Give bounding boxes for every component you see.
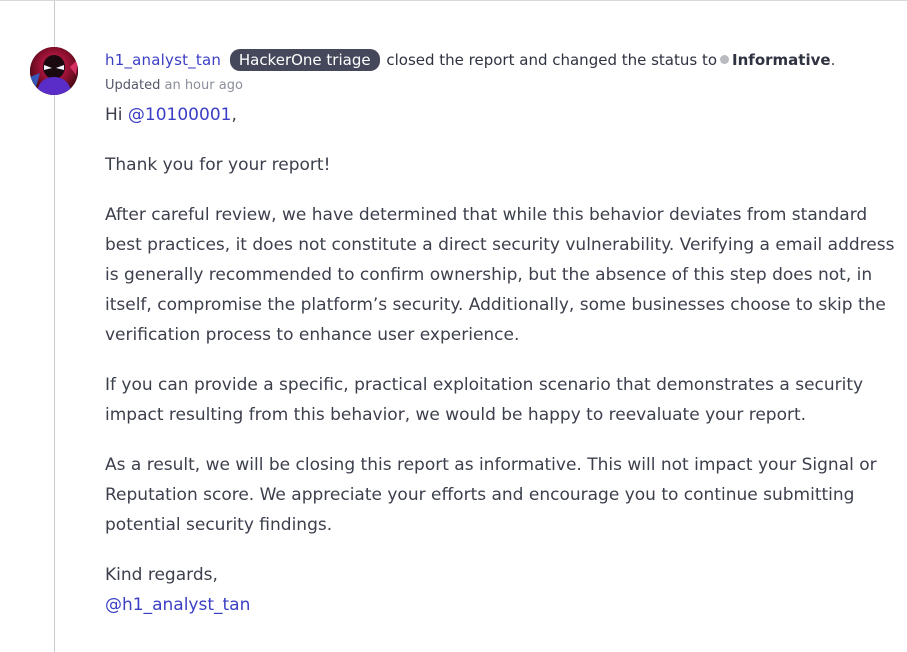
author-link[interactable]: h1_analyst_tan (105, 51, 222, 69)
timeline-line (54, 1, 55, 652)
updated-label: Updated (105, 78, 161, 93)
comment-body (105, 100, 895, 620)
avatar-icon (30, 47, 78, 95)
action-text: closed the report and changed the status to (386, 51, 718, 69)
greeting (105, 100, 895, 130)
greeting-mention[interactable]: @10100001 (127, 105, 232, 125)
status-dot-icon (720, 55, 729, 64)
avatar[interactable] (30, 47, 78, 95)
comment-meta (105, 77, 243, 95)
greeting-prefix: Hi (105, 105, 123, 125)
sign-off-block (105, 560, 895, 620)
sign-off: Kind regards, (105, 565, 218, 585)
paragraph: As a result, we will be closing this report as informative. This will not impact your Signal or Reputation score. We appreciate your efforts and encourage you to continue submitting potential security findings. (105, 455, 877, 535)
paragraph: After careful review, we have determined that while this behavior deviates from standard best practices, it does not constitute a direct security vulnerability. Verifying a email address is generally recommended to confirm ownership, but the absence of this step does not, in itself, compromise the platform’s security. Additionally, some businesses choose to skip the verification process to enhance user experience. (105, 205, 895, 345)
paragraph: Thank you for your report! (105, 155, 331, 175)
signature-mention[interactable]: @h1_analyst_tan (105, 595, 251, 615)
comment-header (105, 49, 895, 71)
paragraph: If you can provide a specific, practical exploitation scenario that demonstrates a security impact resulting from this behavior, we would be happy to reevaluate your report. (105, 375, 864, 425)
triage-badge: HackerOne triage (230, 49, 380, 71)
status-label: Informative (732, 51, 831, 69)
status-period: . (830, 51, 836, 69)
greeting-suffix: , (231, 105, 237, 125)
updated-time[interactable]: an hour ago (164, 78, 243, 93)
